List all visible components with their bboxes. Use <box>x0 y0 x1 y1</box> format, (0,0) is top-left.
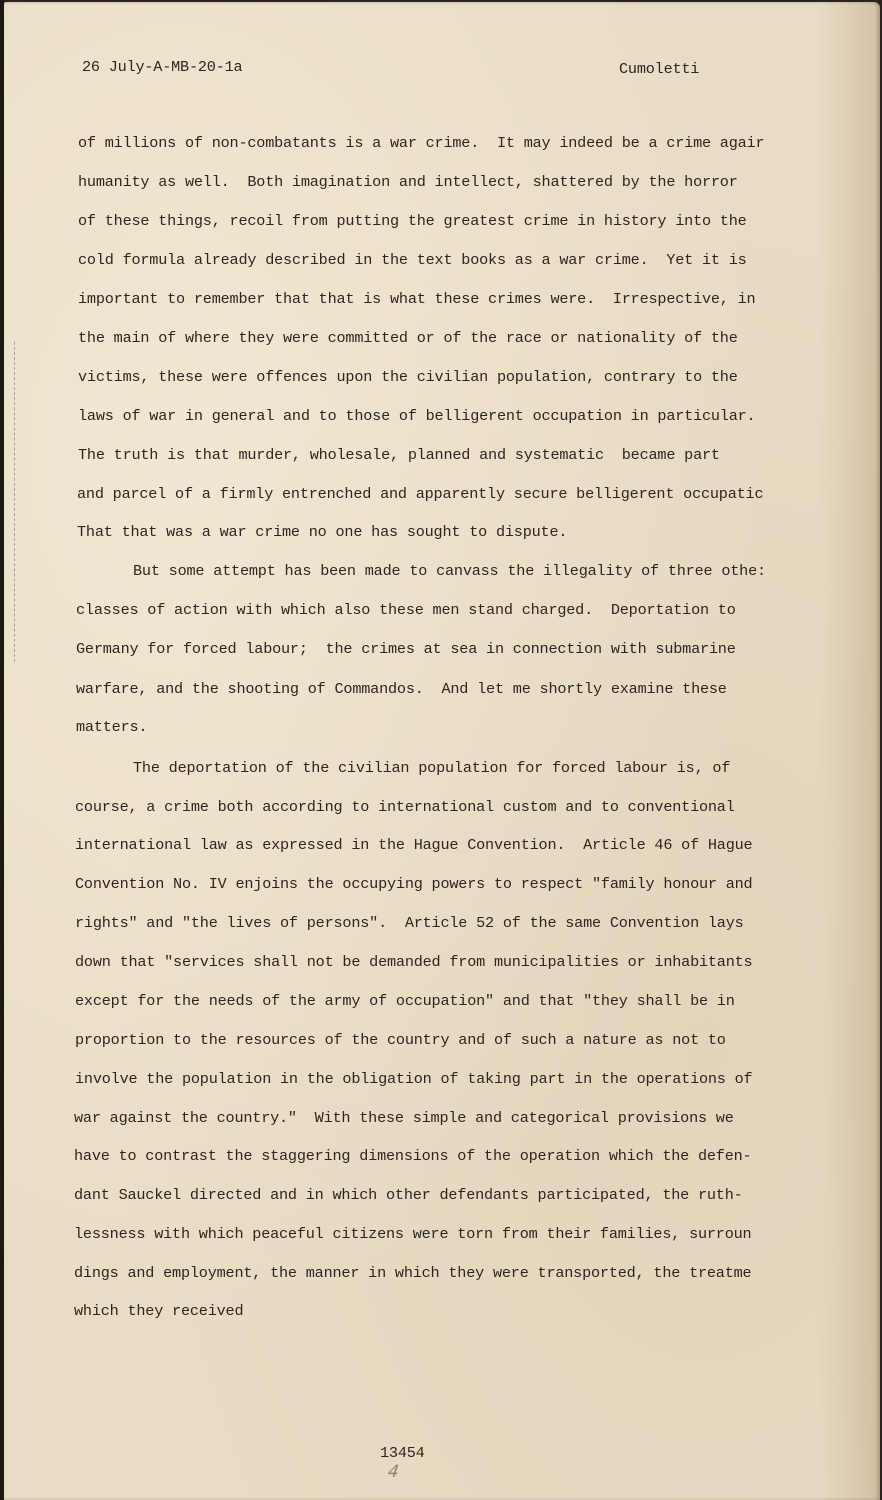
text-line: down that "services shall not be demanded from municipalities or inhabitants <box>75 953 753 971</box>
text-line: Convention No. IV enjoins the occupying powers to respect "family honour and <box>75 875 753 893</box>
text-line: except for the needs of the army of occupation" and that "they shall be in <box>75 992 735 1010</box>
text-line: warfare, and the shooting of Commandos. And let me shortly examine these <box>76 680 727 698</box>
text-line: matters. <box>76 718 148 736</box>
page-number: 13454 <box>380 1444 425 1462</box>
text-line: victims, these were offences upon the civilian population, contrary to the <box>78 368 738 386</box>
text-line: involve the population in the obligation of taking part in the operations of <box>75 1070 753 1088</box>
reporter-name: Cumoletti <box>619 60 700 78</box>
text-line: proportion to the resources of the country and of such a nature as not to <box>75 1031 726 1049</box>
text-line: war against the country." With these simple and categorical provisions we <box>74 1109 734 1127</box>
text-line: of millions of non-combatants is a war crime. It may indeed be a crime agair <box>78 134 765 152</box>
text-line: Germany for forced labour; the crimes at sea in connection with submarine <box>76 640 736 658</box>
text-line: which they received <box>74 1302 244 1320</box>
text-line: laws of war in general and to those of belligerent occupation in particular. <box>78 407 756 425</box>
text-line: dant Sauckel directed and in which other defendants participated, the ruth- <box>74 1186 743 1204</box>
text-line: international law as expressed in the Hague Convention. Article 46 of Hague <box>75 836 753 854</box>
pencil-margin-mark <box>14 342 21 662</box>
text-line: cold formula already described in the text books as a war crime. Yet it is <box>78 251 747 269</box>
typewritten-page <box>4 2 880 1500</box>
text-line: important to remember that that is what these crimes were. Irrespective, in <box>78 290 756 308</box>
text-line: and parcel of a firmly entrenched and apparently secure belligerent occupatic <box>77 485 764 503</box>
text-line: The truth is that murder, wholesale, planned and systematic became part <box>78 446 720 464</box>
text-line: the main of where they were committed or of the race or nationality of the <box>78 329 738 347</box>
text-line: But some attempt has been made to canvass the illegality of three othe: <box>133 562 766 580</box>
text-line: lessness with which peaceful citizens were torn from their families, surroun <box>74 1225 752 1243</box>
text-line: course, a crime both according to international custom and to conventional <box>75 798 735 816</box>
text-line: humanity as well. Both imagination and intellect, shattered by the horror <box>78 173 738 191</box>
text-line: The deportation of the civilian population for forced labour is, of <box>133 759 731 777</box>
text-line: of these things, recoil from putting the greatest crime in history into the <box>78 212 747 230</box>
text-line: rights" and "the lives of persons". Article 52 of the same Convention lays <box>75 914 744 932</box>
text-line: That that was a war crime no one has sought to dispute. <box>77 523 568 541</box>
text-line: dings and employment, the manner in which they were transported, the treatme <box>74 1264 752 1282</box>
text-line: have to contrast the staggering dimensions of the operation which the defen- <box>74 1147 752 1165</box>
document-reference: 26 July-A-MB-20-1a <box>82 58 243 76</box>
text-line: classes of action with which also these men stand charged. Deportation to <box>76 601 736 619</box>
handwritten-mark: 4 <box>386 1462 401 1482</box>
